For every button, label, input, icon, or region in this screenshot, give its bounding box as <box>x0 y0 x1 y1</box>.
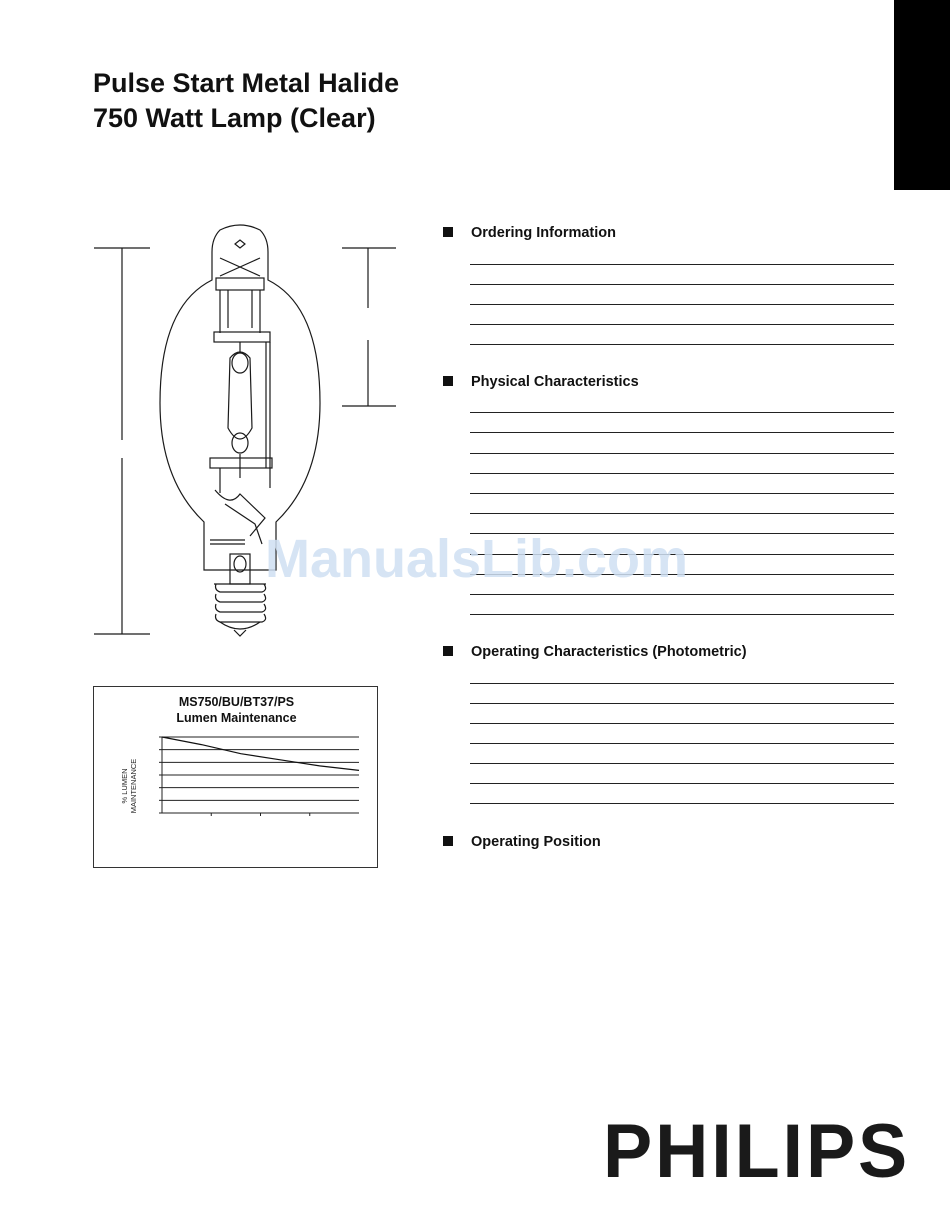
section-physical-label: Physical Characteristics <box>471 374 639 390</box>
table-rule <box>470 264 894 265</box>
table-rule <box>470 683 894 684</box>
lumen-maintenance-chart <box>93 686 378 868</box>
page-title <box>93 66 399 136</box>
chart-plot <box>94 687 379 869</box>
table-rule <box>470 703 894 704</box>
black-edge-tab <box>894 0 950 190</box>
section-operating-position-label: Operating Position <box>471 834 601 850</box>
table-rule <box>470 453 894 454</box>
chart-subtitle: Lumen Maintenance <box>176 711 297 725</box>
section-operating-photometric <box>443 644 747 660</box>
table-rule <box>470 723 894 724</box>
table-rule <box>470 432 894 433</box>
table-rule <box>470 594 894 595</box>
philips-logo: PHILIPS <box>603 1109 911 1194</box>
table-rule <box>470 614 894 615</box>
table-rule <box>470 284 894 285</box>
table-rule <box>470 473 894 474</box>
section-operating-photometric-label: Operating Characteristics (Photometric) <box>471 644 747 660</box>
table-rule <box>470 344 894 345</box>
table-rule <box>470 412 894 413</box>
table-rule <box>470 803 894 804</box>
square-bullet-icon <box>443 227 453 237</box>
table-rule <box>470 783 894 784</box>
section-operating-position <box>443 834 601 850</box>
section-ordering-label: Ordering Information <box>471 225 616 241</box>
square-bullet-icon <box>443 646 453 656</box>
title-line-1: Pulse Start Metal Halide <box>93 68 400 98</box>
table-rule <box>470 324 894 325</box>
square-bullet-icon <box>443 376 453 386</box>
chart-ylabel-line-1: % LUMEN <box>120 768 129 804</box>
table-rule <box>470 743 894 744</box>
table-rule <box>470 513 894 514</box>
chart-series-line <box>162 737 359 770</box>
watermark: ManualsLib.com <box>265 529 689 589</box>
title-line-2: 750 Watt Lamp (Clear) <box>93 103 376 133</box>
chart-ylabel-line-2: MAINTENANCE <box>129 758 138 814</box>
chart-title: MS750/BU/BT37/PS <box>178 695 295 709</box>
square-bullet-icon <box>443 836 453 846</box>
section-physical-characteristics <box>443 374 639 390</box>
table-rule <box>470 304 894 305</box>
table-rule <box>470 493 894 494</box>
table-rule <box>470 763 894 764</box>
section-ordering-information <box>443 225 616 241</box>
